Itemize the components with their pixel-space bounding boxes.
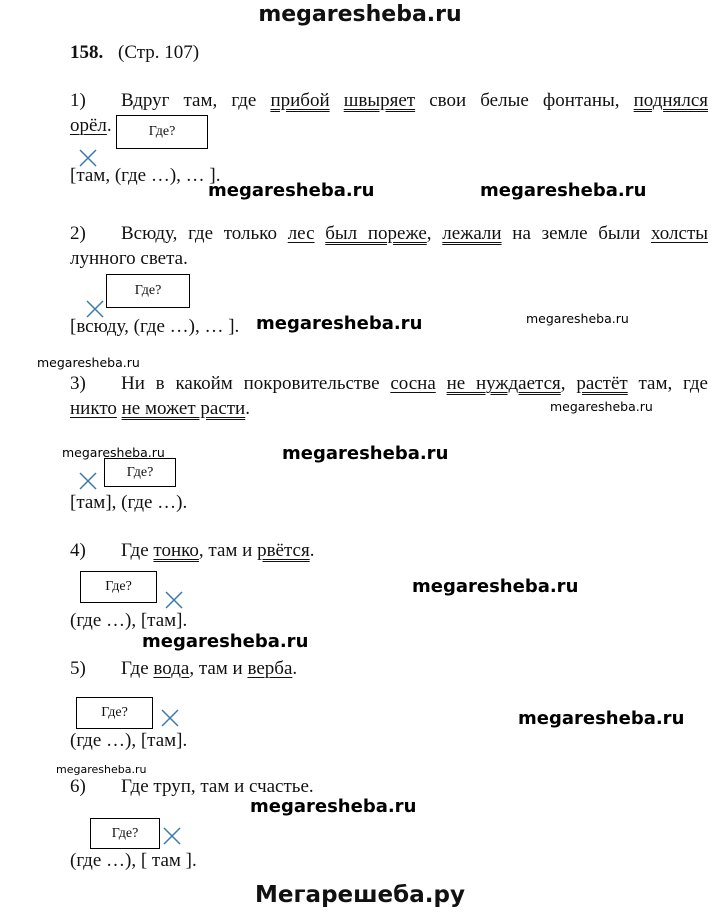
page-reference: (Стр. 107) <box>118 42 200 63</box>
sentence-text: там, где <box>627 373 708 394</box>
item-number: 2) <box>70 223 86 244</box>
question-box: Где? <box>106 274 190 308</box>
sentence-line: Где труп, там и счастье. <box>121 776 314 797</box>
sentence-text: на земле были <box>501 223 652 244</box>
sentence-text: , <box>560 373 577 394</box>
question-box: Где? <box>104 458 176 487</box>
sentence-text: . <box>245 398 250 419</box>
watermark: megaresheba.ru <box>412 576 579 597</box>
subject-word: холсты <box>651 223 709 244</box>
sentence-text <box>330 90 344 111</box>
sentence-line <box>121 90 708 112</box>
watermark: megaresheba.ru <box>37 355 140 370</box>
sentence-text: . <box>309 540 315 561</box>
predicate-word: не нуждается <box>446 373 561 394</box>
cross-icon <box>78 471 98 491</box>
subject-word: вода <box>153 658 190 679</box>
predicate-word: поднялся <box>633 90 708 111</box>
watermark: megaresheba.ru <box>62 445 165 460</box>
exercise-heading <box>70 42 199 64</box>
sentence-text: Где <box>121 658 154 679</box>
sentence-text: свои белые фонтаны, <box>415 90 634 111</box>
cross-icon <box>162 826 182 846</box>
watermark: megaresheba.ru <box>250 796 417 817</box>
item-number: 4) <box>70 540 86 561</box>
sentence-text: Вдруг там, где <box>121 90 271 111</box>
item-number: 1) <box>70 90 86 111</box>
sentence-text: Всюду, где только <box>121 223 288 244</box>
sentence-text <box>436 373 447 394</box>
sentence-scheme: (где …), [там]. <box>70 730 188 751</box>
subject-word: лес <box>287 223 315 244</box>
sentence-line <box>70 115 112 137</box>
sentence-line <box>121 223 708 245</box>
predicate-word: тонко <box>153 540 199 561</box>
cross-icon <box>164 590 184 610</box>
sentence-scheme: (где …), [там]. <box>70 610 188 631</box>
subject-word: сосна <box>390 373 436 394</box>
subject-word: прибой <box>270 90 330 111</box>
watermark: megaresheba.ru <box>526 311 629 326</box>
sentence-text: , <box>426 223 443 244</box>
cross-icon <box>85 299 105 319</box>
sentence-line <box>70 398 250 420</box>
question-box: Где? <box>80 571 157 603</box>
sentence-text: Ни в какойм покровительстве <box>121 373 391 394</box>
predicate-word: лежали <box>442 223 502 244</box>
predicate-word: не может расти <box>121 398 246 419</box>
sentence-scheme: [там], (где …). <box>70 492 188 513</box>
subject-word: никто <box>70 398 117 419</box>
exercise-number: 158. <box>70 42 104 63</box>
sentence-line <box>121 658 297 680</box>
subject-word: верба <box>247 658 293 679</box>
predicate-word: был пореже <box>325 223 427 244</box>
predicate-word: швыряет <box>343 90 416 111</box>
sentence-line <box>121 540 314 562</box>
sentence-text: , там и <box>189 658 248 679</box>
sentence-text <box>315 223 326 244</box>
sentence-text: . <box>292 658 298 679</box>
predicate-word: рвётся <box>257 540 310 561</box>
watermark: megaresheba.ru <box>282 443 449 464</box>
sentence-scheme: [там, (где …), … ]. <box>70 165 221 186</box>
sentence-scheme: [всюду, (где …), … ]. <box>70 316 240 337</box>
sentence-line <box>121 373 708 395</box>
question-box: Где? <box>76 697 153 729</box>
item-number: 6) <box>70 776 86 797</box>
cross-icon <box>160 708 180 728</box>
watermark: megaresheba.ru <box>518 708 685 729</box>
cross-icon <box>78 148 98 168</box>
sentence-line: лунного света. <box>70 248 188 269</box>
predicate-word: растёт <box>576 373 628 394</box>
site-header: megaresheba.ru <box>258 2 462 27</box>
sentence-text: Где <box>121 540 154 561</box>
watermark: megaresheba.ru <box>480 180 647 201</box>
sentence-scheme: (где …), [ там ]. <box>70 850 197 871</box>
watermark: megaresheba.ru <box>256 313 423 334</box>
item-number: 5) <box>70 658 86 679</box>
sentence-text: , там и <box>198 540 258 561</box>
watermark: megaresheba.ru <box>142 631 309 652</box>
watermark: megaresheba.ru <box>56 763 147 776</box>
watermark: megaresheba.ru <box>208 180 375 201</box>
watermark: megaresheba.ru <box>550 399 653 414</box>
site-footer: Мегарешеба.ру <box>255 882 465 908</box>
question-box: Где? <box>116 115 208 149</box>
sentence-text: . <box>106 115 112 136</box>
question-box: Где? <box>90 818 160 849</box>
subject-word: орёл <box>70 115 107 136</box>
item-number: 3) <box>70 373 86 394</box>
